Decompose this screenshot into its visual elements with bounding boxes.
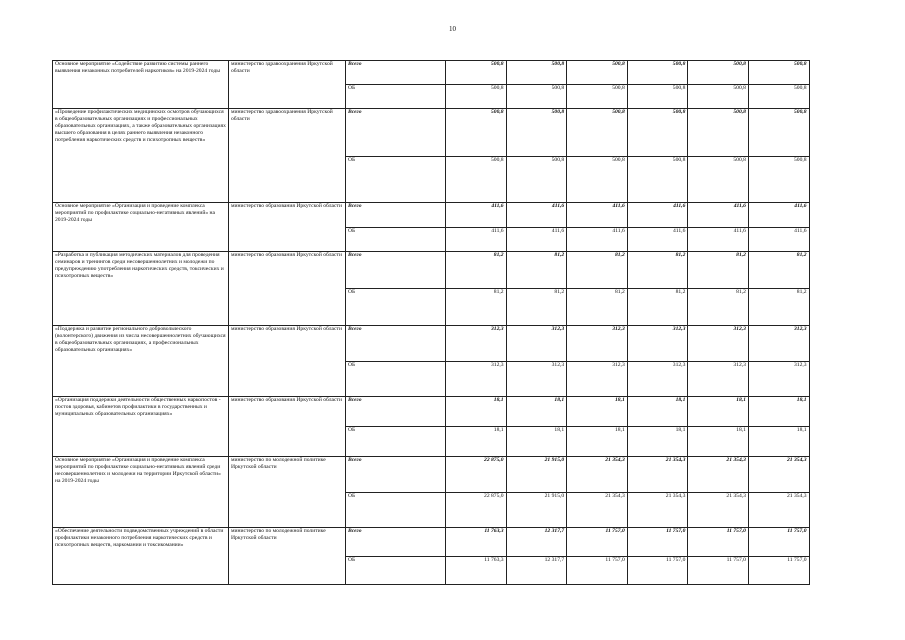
ob-value: 500,8 (688, 157, 749, 203)
funding-total-label: Всего (346, 203, 446, 228)
activity-name: «Обеспечение деятельности подведомственных учреждений в области профилактики незаконного потребления наркотических средств и психотропных веществ, наркомании и токсикомании» (53, 528, 229, 585)
total-value: 22 875,0 (446, 457, 507, 493)
ob-value: 411,6 (688, 228, 749, 252)
ob-value: 11 757,0 (567, 557, 628, 585)
total-value: 411,6 (688, 203, 749, 228)
table-row (53, 457, 810, 493)
activity-name: «Проведение профилактических медицинских осмотров обучающихся в общеобразовательных организациях и профессиональных образовательных организациях, а также образовательных организациях высшего образования в целях раннего выявления незаконного потребления наркотических средств и психотропных веществ» (53, 109, 229, 203)
ob-value: 500,8 (748, 85, 809, 109)
activity-name: Основное мероприятие «Организация и проведение комплекса мероприятий по профилактике социально-негативных явлений» на 2019-2024 годы (53, 203, 229, 252)
total-value: 81,2 (748, 252, 809, 289)
total-value: 11 763,3 (446, 528, 507, 557)
total-value: 81,2 (688, 252, 749, 289)
table-row (53, 109, 810, 157)
total-value: 18,1 (446, 397, 507, 427)
total-value: 21 354,3 (627, 457, 688, 493)
ob-value: 81,2 (627, 289, 688, 326)
executor-name: министерство образования Иркутской области (229, 326, 346, 397)
total-value: 500,8 (748, 61, 809, 85)
ob-value: 411,6 (627, 228, 688, 252)
table-row (53, 61, 810, 85)
total-value: 312,3 (627, 326, 688, 362)
ob-value: 18,1 (688, 427, 749, 457)
funding-ob-label: ОБ (346, 427, 446, 457)
total-value: 500,8 (567, 109, 628, 157)
ob-value: 18,1 (506, 427, 567, 457)
ob-value: 12 317,7 (506, 557, 567, 585)
activity-name: «Поддержка и развитие регионального добровольческого (волонтерского) движения из числа несовершеннолетних обучающихся в общеобразовательных организациях, а профессиональных образовательных организациях» (53, 326, 229, 397)
total-value: 312,3 (506, 326, 567, 362)
ob-value: 18,1 (627, 427, 688, 457)
table-row (53, 326, 810, 362)
total-value: 500,8 (688, 61, 749, 85)
ob-value: 81,2 (506, 289, 567, 326)
total-value: 21 354,3 (567, 457, 628, 493)
total-value: 18,1 (688, 397, 749, 427)
total-value: 411,6 (627, 203, 688, 228)
funding-ob-label: ОБ (346, 228, 446, 252)
total-value: 500,8 (688, 109, 749, 157)
ob-value: 18,1 (446, 427, 507, 457)
ob-value: 312,3 (567, 362, 628, 397)
table-row (53, 203, 810, 228)
executor-name: министерство здравоохранения Иркутской области (229, 61, 346, 109)
total-value: 500,8 (446, 109, 507, 157)
total-value: 81,2 (567, 252, 628, 289)
ob-value: 18,1 (567, 427, 628, 457)
executor-name: министерство образования Иркутской области (229, 397, 346, 457)
ob-value: 21 354,3 (567, 493, 628, 528)
funding-total-label: Всего (346, 326, 446, 362)
funding-total-label: Всего (346, 528, 446, 557)
ob-value: 21 354,3 (627, 493, 688, 528)
table-row (53, 528, 810, 557)
ob-value: 18,1 (748, 427, 809, 457)
page-number: 10 (449, 25, 456, 33)
ob-value: 11 757,0 (627, 557, 688, 585)
ob-value: 312,3 (748, 362, 809, 397)
ob-value: 11 757,0 (688, 557, 749, 585)
ob-value: 500,8 (567, 85, 628, 109)
total-value: 500,8 (748, 109, 809, 157)
total-value: 18,1 (567, 397, 628, 427)
total-value: 21 915,0 (506, 457, 567, 493)
total-value: 18,1 (748, 397, 809, 427)
ob-value: 500,8 (627, 85, 688, 109)
total-value: 312,3 (688, 326, 749, 362)
total-value: 11 757,0 (627, 528, 688, 557)
total-value: 411,6 (506, 203, 567, 228)
total-value: 500,8 (446, 61, 507, 85)
ob-value: 411,6 (446, 228, 507, 252)
total-value: 11 757,0 (567, 528, 628, 557)
activity-name: Основное мероприятие «Организация и проведение комплекса мероприятий по профилактике социально-негативных явлений среди несовершеннолетних и молодежи на территории Иркутской области» на 2019-2024 годы (53, 457, 229, 528)
funding-total-label: Всего (346, 397, 446, 427)
funding-ob-label: ОБ (346, 85, 446, 109)
ob-value: 411,6 (506, 228, 567, 252)
funding-ob-label: ОБ (346, 557, 446, 585)
total-value: 500,8 (627, 109, 688, 157)
total-value: 18,1 (506, 397, 567, 427)
ob-value: 11 757,0 (748, 557, 809, 585)
ob-value: 500,8 (567, 157, 628, 203)
total-value: 11 757,0 (748, 528, 809, 557)
funding-total-label: Всего (346, 109, 446, 157)
activity-name: Основное мероприятие «Содействие развитию системы раннего выявления незаконных потребителей наркотиков» на 2019-2024 годы (53, 61, 229, 109)
total-value: 12 317,7 (506, 528, 567, 557)
funding-ob-label: ОБ (346, 493, 446, 528)
ob-value: 21 354,3 (748, 493, 809, 528)
total-value: 500,8 (567, 61, 628, 85)
ob-value: 81,2 (567, 289, 628, 326)
total-value: 312,3 (748, 326, 809, 362)
total-value: 500,8 (506, 61, 567, 85)
funding-ob-label: ОБ (346, 362, 446, 397)
ob-value: 11 763,3 (446, 557, 507, 585)
ob-value: 500,8 (627, 157, 688, 203)
total-value: 411,6 (567, 203, 628, 228)
ob-value: 500,8 (446, 85, 507, 109)
ob-value: 81,2 (688, 289, 749, 326)
total-value: 500,8 (506, 109, 567, 157)
ob-value: 21 354,3 (688, 493, 749, 528)
total-value: 11 757,0 (688, 528, 749, 557)
ob-value: 312,3 (627, 362, 688, 397)
ob-value: 81,2 (748, 289, 809, 326)
executor-name: министерство здравоохранения Иркутской области (229, 109, 346, 203)
ob-value: 411,6 (567, 228, 628, 252)
ob-value: 500,8 (748, 157, 809, 203)
ob-value: 500,8 (506, 85, 567, 109)
ob-value: 21 915,0 (506, 493, 567, 528)
table-row (53, 397, 810, 427)
funding-total-label: Всего (346, 61, 446, 85)
table-row (53, 252, 810, 289)
ob-value: 81,2 (446, 289, 507, 326)
funding-total-label: Всего (346, 457, 446, 493)
total-value: 21 354,3 (748, 457, 809, 493)
ob-value: 312,3 (446, 362, 507, 397)
activity-name: «Организация поддержки деятельности общественных наркопостов - постов здоровья, кабинетов профилактики в государственных и муниципальных образовательных организациях» (53, 397, 229, 457)
ob-value: 500,8 (446, 157, 507, 203)
total-value: 81,2 (446, 252, 507, 289)
budget-table (52, 60, 810, 585)
ob-value: 22 875,0 (446, 493, 507, 528)
funding-total-label: Всего (346, 252, 446, 289)
total-value: 81,2 (627, 252, 688, 289)
activity-name: «Разработка и публикация методических материалов для проведения семинаров и тренингов среди несовершеннолетних и молодежи по предупреждению употребления наркотических средств, токсических и психотропных веществ» (53, 252, 229, 326)
ob-value: 500,8 (506, 157, 567, 203)
total-value: 312,3 (567, 326, 628, 362)
total-value: 21 354,3 (688, 457, 749, 493)
ob-value: 411,6 (748, 228, 809, 252)
funding-ob-label: ОБ (346, 157, 446, 203)
ob-value: 312,3 (506, 362, 567, 397)
total-value: 411,6 (446, 203, 507, 228)
executor-name: министерство образования Иркутской области (229, 252, 346, 326)
executor-name: министерство по молодежной политике Иркутской области (229, 457, 346, 528)
ob-value: 312,3 (688, 362, 749, 397)
total-value: 18,1 (627, 397, 688, 427)
executor-name: министерство образования Иркутской области (229, 203, 346, 252)
funding-ob-label: ОБ (346, 289, 446, 326)
total-value: 411,6 (748, 203, 809, 228)
total-value: 312,3 (446, 326, 507, 362)
ob-value: 500,8 (688, 85, 749, 109)
total-value: 81,2 (506, 252, 567, 289)
total-value: 500,8 (627, 61, 688, 85)
executor-name: министерство по молодежной политике Иркутской области (229, 528, 346, 585)
